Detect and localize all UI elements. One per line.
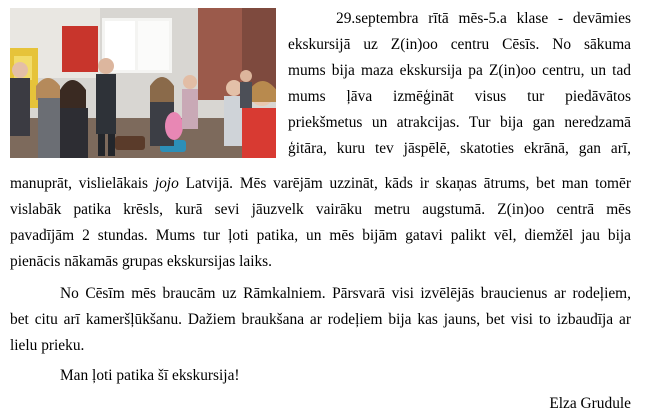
italic-word-jojo: jojo — [154, 175, 179, 192]
paragraph-1-line-8: vislabāk patika krēsls, kurā sevi jāuzvelk vairāku metru augstumā. Z(in)oo centrā mēs — [10, 201, 631, 218]
paragraph-1-line-3: mums bija maza ekskursija pa Z(in)oo centru, un tad — [288, 62, 631, 79]
paragraph-1-line-4: mums ļāva izmēģināt visus tur piedāvātos — [288, 88, 631, 105]
paragraph-1-line-5: priekšmetus un atrakcijas. Tur bija gan neredzamā — [288, 114, 631, 131]
paragraph-2-line-3: lielu prieku. — [10, 337, 85, 354]
paragraph-1-line-6: ģitāra, kuru tev jāspēlē, skatoties ekrānā, gan arī, — [288, 140, 631, 157]
paragraph-1-line-10: pienācis nākamās grupas ekskursijas laiks. — [10, 253, 273, 270]
paragraph-1-line-7 — [10, 174, 631, 194]
paragraph-2-line-1: No Cēsīm mēs braucām uz Rāmkalniem. Pārsvarā visi izvēlējās braucienus ar rodeļiem, — [60, 285, 631, 302]
paragraph-1-line-9: pavadījām 2 stundas. Mums tur ļoti patika, un mēs bijām gatavi palikt vēl, diemžēl jau bija — [10, 227, 631, 244]
paragraph-1-line-2: ekskursijā uz Z(in)oo centru Cēsīs. No sākuma — [288, 36, 631, 53]
author-signature: Elza Grudule — [549, 395, 631, 412]
paragraph-2-line-2: bet citu arī kameršļūkšanu. Dažiem braukšana ar rodeļiem bija kas jauns, bet visi to izbaudīja ar — [10, 311, 631, 328]
line-7-start: manuprāt, vislielākais — [10, 175, 149, 192]
paragraph-3: Man ļoti patika šī ekskursija! — [60, 367, 240, 384]
paragraph-1-line-1: 29.septembra rītā mēs-5.a klase - devāmies — [336, 10, 631, 27]
line-7-end: Latvijā. Mēs varējām uzzināt, kāds ir skaņas ātrums, bet man tomēr — [185, 175, 631, 192]
group-photo — [10, 8, 276, 158]
